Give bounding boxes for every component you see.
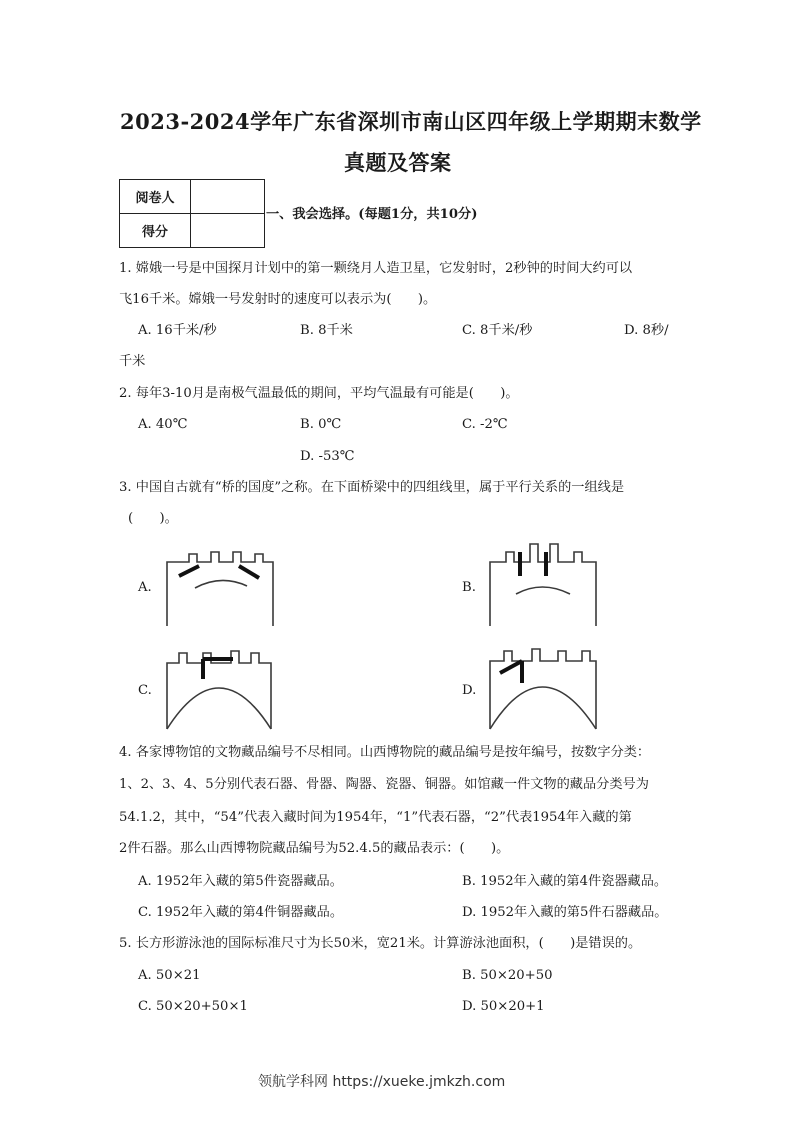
score-label: 得分 [120,214,191,248]
q3-option-b: B. [462,580,476,595]
q4-option-c: C. 1952年入藏的第4件铜器藏品。 [138,905,344,920]
section-heading: 一、我会选择。(每题1分，共10分) [266,207,478,222]
q4-option-a: A. 1952年入藏的第5件瓷器藏品。 [138,874,343,889]
q3-option-a: A. [138,580,152,595]
q1-option-d: D. 8秒/ [624,323,669,338]
q1-option-a: A. 16千米/秒 [138,323,217,338]
q4-option-b: B. 1952年入藏的第4件瓷器藏品。 [462,874,668,889]
q1-option-d-wrap: 千米 [119,354,146,369]
bridge-figure-a [159,540,279,632]
q1-line2: 飞16千米。嫦娥一号发射时的速度可以表示为( )。 [119,292,437,307]
q3-option-c: C. [138,683,152,698]
q5-option-a: A. 50×21 [138,968,201,983]
page-title: 2023-2024学年广东省深圳市南山区四年级上学期期末数学 [120,109,702,134]
q3-line2: ( )。 [128,511,178,526]
score-table [119,179,265,248]
q2-option-a: A. 40℃ [138,417,188,432]
q2-line1: 2. 每年3-10月是南极气温最低的期间，平均气温最有可能是( )。 [119,386,519,401]
bridge-figure-c [159,643,279,735]
bridge-figure-d [482,643,602,735]
reviewer-cell [191,180,265,214]
q5-option-d: D. 50×20+1 [462,999,545,1014]
score-cell [191,214,265,248]
q4-line2: 1、2、3、4、5分别代表石器、骨器、陶器、瓷器、铜器。如馆藏一件文物的藏品分类号为 [119,777,649,792]
q2-option-b: B. 0℃ [300,417,342,432]
page-title-line2: 真题及答案 [344,150,452,175]
bridge-figure-b [482,540,602,632]
q5-option-b: B. 50×20+50 [462,968,553,983]
q3-line1: 3. 中国自古就有“桥的国度”之称。在下面桥梁中的四组线里，属于平行关系的一组线是 [119,480,625,495]
q5-line1: 5. 长方形游泳池的国际标准尺寸为长50米，宽21米。计算游泳池面积，( )是错误的。 [119,936,642,951]
q4-line4: 2件石器。那么山西博物院藏品编号为52.4.5的藏品表示：( )。 [119,841,510,856]
q4-option-d: D. 1952年入藏的第5件石器藏品。 [462,905,668,920]
q2-option-c: C. -2℃ [462,417,508,432]
reviewer-label: 阅卷人 [120,180,191,214]
q4-line3: 54.1.2，其中，“54”代表入藏时间为1954年，“1”代表石器，“2”代表1954年入藏的第 [119,810,632,825]
q1-option-b: B. 8千米 [300,323,353,338]
footer-watermark: 领航学科网 https://xueke.jmkzh.com [258,1074,506,1090]
q4-line1: 4. 各家博物馆的文物藏品编号不尽相同。山西博物院的藏品编号是按年编号，按数字分类： [119,745,651,760]
q5-option-c: C. 50×20+50×1 [138,999,248,1014]
q3-option-d: D. [462,683,477,698]
q1-line1: 1. 嫦娥一号是中国探月计划中的第一颗绕月人造卫星，它发射时，2秒钟的时间大约可以 [119,261,633,276]
q1-option-c: C. 8千米/秒 [462,323,533,338]
q2-option-d: D. -53℃ [300,449,355,464]
